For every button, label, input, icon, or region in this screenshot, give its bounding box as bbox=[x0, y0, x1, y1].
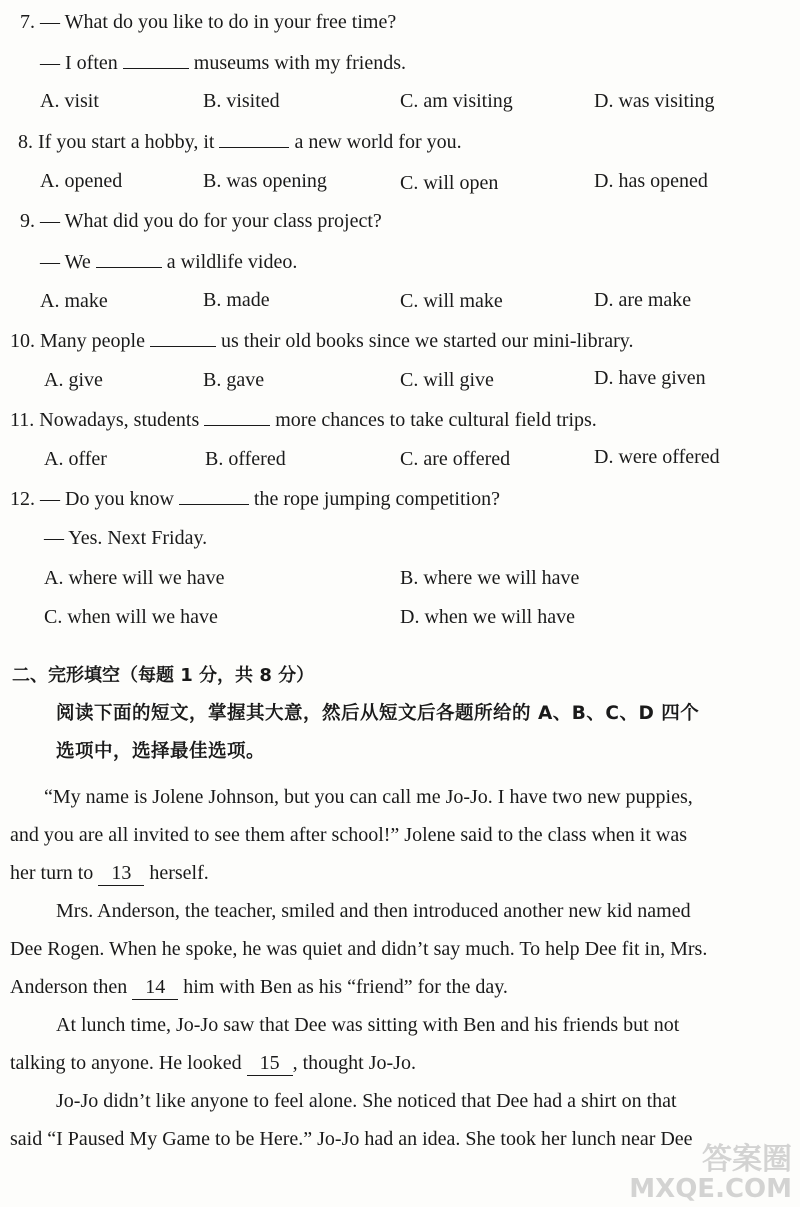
q10-stem: 10. Many people us their old books since we started our mini-library. bbox=[10, 330, 634, 352]
q12-blank bbox=[179, 486, 249, 505]
q10-option-d[interactable]: D. have given bbox=[594, 367, 706, 389]
passage-p2-line3: Anderson then 14 him with Ben as his “friend” for the day. bbox=[10, 976, 508, 998]
q9-option-a[interactable]: A. make bbox=[40, 290, 108, 312]
passage-p1-line3: her turn to 13 herself. bbox=[10, 862, 209, 884]
passage-p2-line1: Mrs. Anderson, the teacher, smiled and then introduced another new kid named bbox=[56, 900, 691, 922]
q12-stem: 12. — Do you know the rope jumping competition? bbox=[10, 488, 500, 510]
blank-14[interactable]: 14 bbox=[132, 975, 178, 1000]
q8-stem: 8. If you start a hobby, it a new world for you. bbox=[18, 131, 462, 153]
q10-blank bbox=[150, 328, 216, 347]
passage-p2-line2: Dee Rogen. When he spoke, he was quiet and didn’t say much. To help Dee fit in, Mrs. bbox=[10, 938, 708, 960]
q8-option-c[interactable]: C. will open bbox=[400, 172, 499, 194]
blank-15[interactable]: 15 bbox=[247, 1051, 293, 1076]
q7-option-c[interactable]: C. am visiting bbox=[400, 90, 513, 112]
q9-stem: 9. — What did you do for your class project? bbox=[20, 210, 382, 232]
q7-answer-line: — I often museums with my friends. bbox=[40, 52, 406, 74]
section-title: 二、完形填空（每题 1 分，共 8 分） bbox=[12, 665, 315, 686]
q7-stem: 7. — What do you like to do in your free time? bbox=[20, 11, 397, 33]
q9-blank bbox=[96, 249, 162, 268]
passage-p1-line2: and you are all invited to see them after school!” Jolene said to the class when it was bbox=[10, 824, 688, 846]
q12-option-a[interactable]: A. where will we have bbox=[44, 567, 225, 589]
q11-stem: 11. Nowadays, students more chances to take cultural field trips. bbox=[10, 409, 597, 431]
blank-13[interactable]: 13 bbox=[98, 861, 144, 886]
q12-option-d[interactable]: D. when we will have bbox=[400, 606, 575, 628]
q11-option-c[interactable]: C. are offered bbox=[400, 448, 511, 470]
q9-option-c[interactable]: C. will make bbox=[400, 290, 503, 312]
passage-p4-line2: said “I Paused My Game to be Here.” Jo-Jo had an idea. She took her lunch near Dee bbox=[10, 1128, 693, 1150]
passage-p4-line1: Jo-Jo didn’t like anyone to feel alone. She noticed that Dee had a shirt on that bbox=[56, 1090, 677, 1112]
watermark-domain: MXQE.COM bbox=[629, 1174, 792, 1204]
q7-blank bbox=[123, 50, 189, 69]
q8-option-d[interactable]: D. has opened bbox=[594, 170, 708, 192]
passage-p1-line1: “My name is Jolene Johnson, but you can call me Jo-Jo. I have two new puppies, bbox=[44, 786, 693, 808]
q9-option-b[interactable]: B. made bbox=[203, 289, 270, 311]
watermark-logo bbox=[629, 1142, 792, 1204]
section-instruction-line1: 阅读下面的短文，掌握其大意，然后从短文后各题所给的 A、B、C、D 四个 bbox=[56, 703, 700, 724]
q11-option-a[interactable]: A. offer bbox=[44, 448, 107, 470]
q10-option-a[interactable]: A. give bbox=[44, 369, 103, 391]
q12-option-b[interactable]: B. where we will have bbox=[400, 567, 580, 589]
q12-option-c[interactable]: C. when will we have bbox=[44, 606, 218, 628]
passage-p3-line2: talking to anyone. He looked 15 , thought Jo-Jo. bbox=[10, 1052, 416, 1074]
q12-answer-line: — Yes. Next Friday. bbox=[44, 527, 208, 549]
q10-option-c[interactable]: C. will give bbox=[400, 369, 494, 391]
q8-blank bbox=[219, 129, 289, 148]
q11-option-d[interactable]: D. were offered bbox=[594, 446, 720, 468]
q9-option-d[interactable]: D. are make bbox=[594, 289, 692, 311]
q11-blank bbox=[204, 407, 270, 426]
q7-option-a[interactable]: A. visit bbox=[40, 90, 99, 112]
q9-answer-line: — We a wildlife video. bbox=[40, 251, 298, 273]
section-instruction-line2: 选项中，选择最佳选项。 bbox=[56, 741, 266, 762]
q7-option-d[interactable]: D. was visiting bbox=[594, 90, 715, 112]
q8-option-b[interactable]: B. was opening bbox=[203, 170, 327, 192]
passage-p3-line1: At lunch time, Jo-Jo saw that Dee was sitting with Ben and his friends but not bbox=[56, 1014, 680, 1036]
q7-option-b[interactable]: B. visited bbox=[203, 90, 280, 112]
watermark-title: 答案圈 bbox=[702, 1142, 792, 1177]
q10-option-b[interactable]: B. gave bbox=[203, 369, 265, 391]
q11-option-b[interactable]: B. offered bbox=[205, 448, 286, 470]
q8-option-a[interactable]: A. opened bbox=[40, 170, 123, 192]
